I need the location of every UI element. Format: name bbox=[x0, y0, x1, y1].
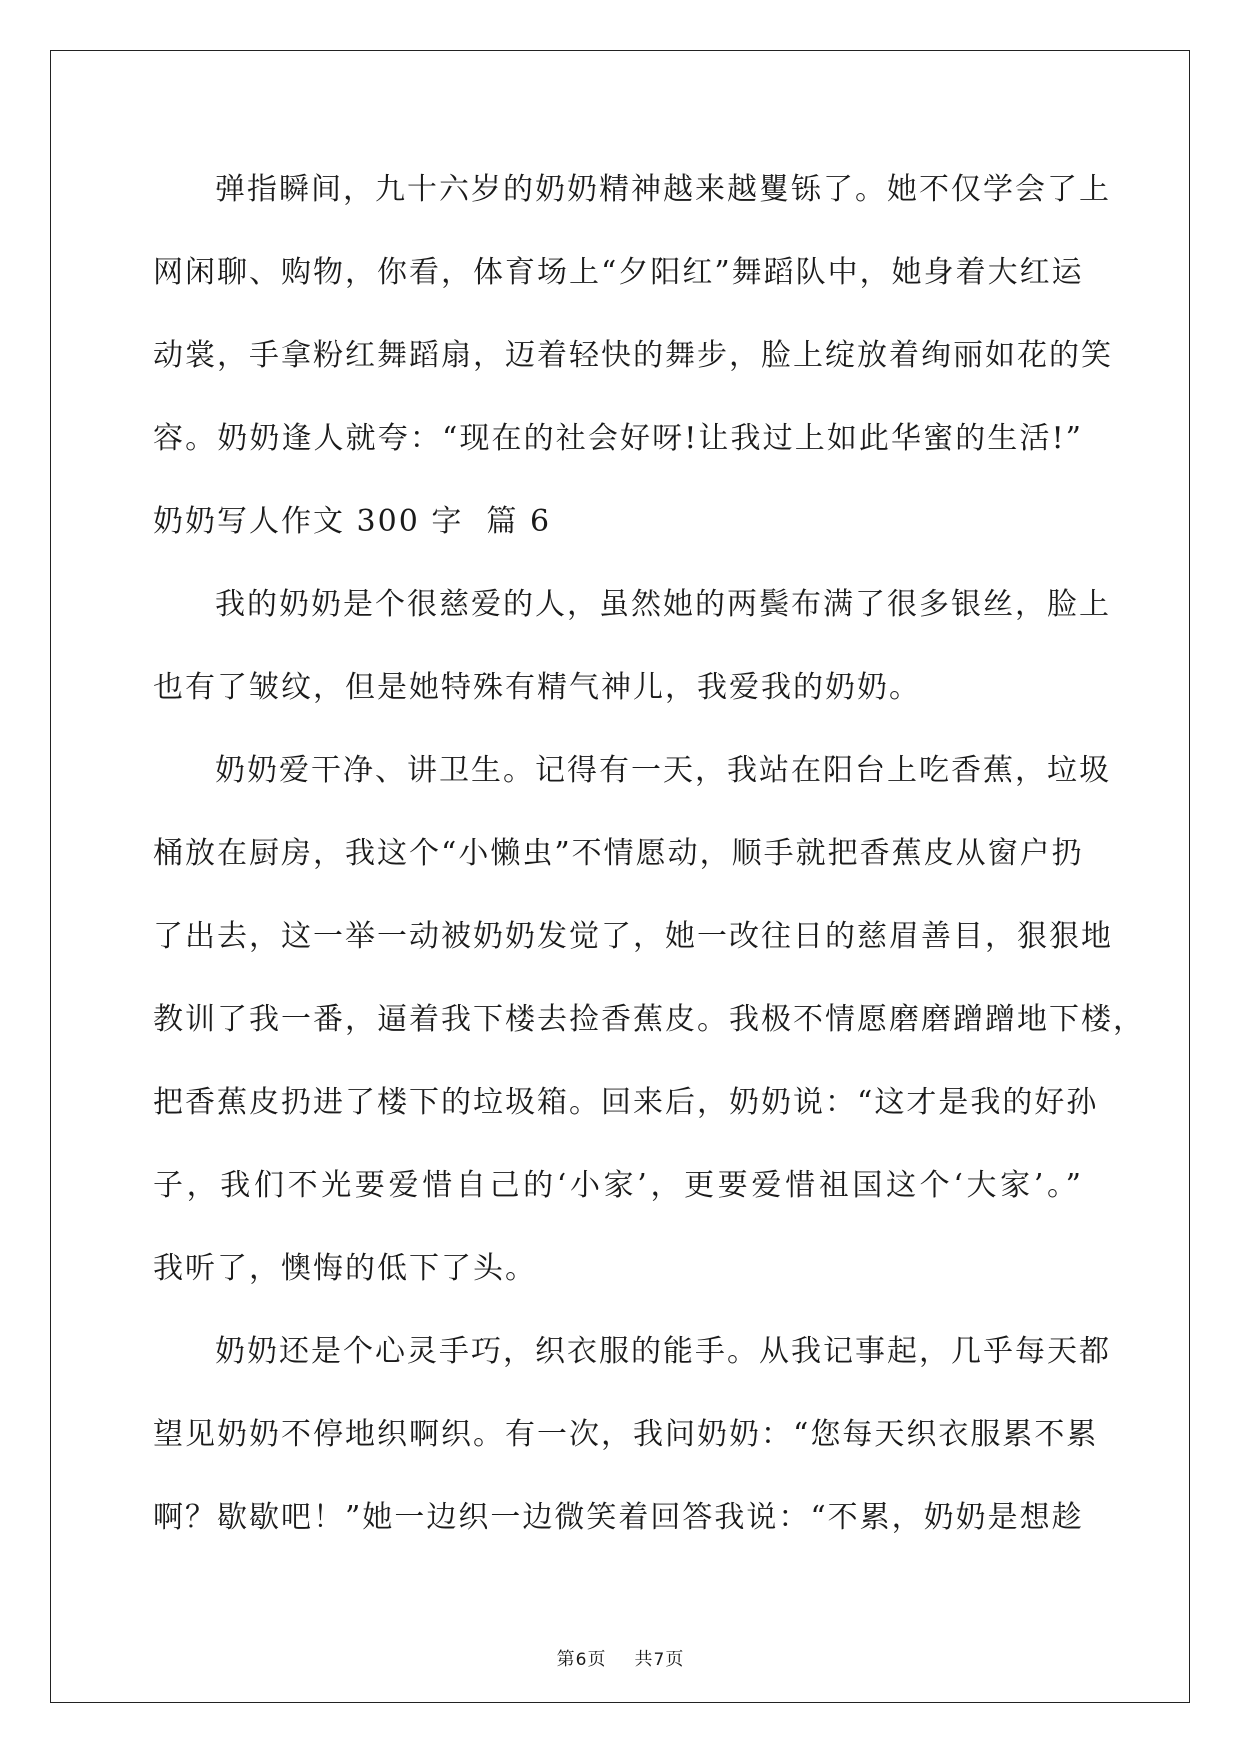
text-line bbox=[153, 575, 1111, 658]
line-text: 啊？歇歇吧！”她一边织一边微笑着回答我说：“不累，奶奶是想趁 bbox=[153, 1500, 1084, 1535]
text-line bbox=[153, 1156, 1083, 1239]
document-body bbox=[153, 160, 1145, 1571]
text-line bbox=[153, 1073, 1099, 1156]
text-line bbox=[153, 243, 1083, 326]
text-line bbox=[153, 409, 1083, 492]
text-line bbox=[153, 326, 1113, 409]
text-line bbox=[153, 658, 1083, 741]
text-line bbox=[153, 1239, 1083, 1322]
line-text: 我的奶奶是个很慈爱的人，虽然她的两鬓布满了很多银丝，脸上 bbox=[215, 587, 1111, 622]
footer-prefix: 第 bbox=[556, 1649, 576, 1670]
line-text: 奶奶爱干净、讲卫生。记得有一天，我站在阳台上吃香蕉，垃圾 bbox=[215, 753, 1111, 788]
text-line bbox=[153, 824, 1083, 907]
text-line bbox=[153, 1405, 1099, 1488]
line-text: 动裳，手拿粉红舞蹈扇，迈着轻快的舞步，脸上绽放着绚丽如花的笑 bbox=[153, 338, 1113, 373]
line-text: 望见奶奶不停地织啊织。有一次，我问奶奶：“您每天织衣服累不累 bbox=[153, 1417, 1099, 1452]
footer-page-word: 页 bbox=[587, 1649, 607, 1670]
line-text: 教训了我一番，逼着我下楼去捡香蕉皮。我极不情愿磨磨蹭蹭地下楼， bbox=[153, 1002, 1145, 1037]
line-text: 把香蕉皮扔进了楼下的垃圾箱。回来后，奶奶说：“这才是我的好孙 bbox=[153, 1085, 1099, 1120]
section-heading bbox=[153, 492, 1083, 575]
current-page-number: 6 bbox=[575, 1650, 588, 1670]
total-page-number: 7 bbox=[653, 1650, 666, 1670]
text-line bbox=[153, 160, 1111, 243]
text-line bbox=[153, 990, 1145, 1073]
page-footer bbox=[0, 1645, 1241, 1671]
text-line bbox=[153, 1488, 1083, 1571]
line-text: 容。奶奶逢人就夸：“现在的社会好呀!让我过上如此华蜜的生活!” bbox=[153, 421, 1083, 456]
line-text: 弹指瞬间，九十六岁的奶奶精神越来越矍铄了。她不仅学会了上 bbox=[215, 172, 1111, 207]
line-text: 桶放在厨房，我这个“小懒虫”不情愿动，顺手就把香蕉皮从窗户扔 bbox=[153, 836, 1084, 871]
text-line bbox=[153, 907, 1113, 990]
line-text: 奶奶还是个心灵手巧，织衣服的能手。从我记事起，几乎每天都 bbox=[215, 1334, 1111, 1369]
line-text: 我听了，懊悔的低下了头。 bbox=[153, 1251, 537, 1286]
line-text: 网闲聊、购物，你看，体育场上“夕阳红”舞蹈队中，她身着大红运 bbox=[153, 255, 1084, 290]
heading-text: 奶奶写人作文 300 字 篇 6 bbox=[153, 504, 552, 539]
text-line bbox=[153, 1322, 1111, 1405]
line-text: 子，我们不光要爱惜自己的‘小家’，更要爱惜祖国这个‘大家’。” bbox=[153, 1168, 1083, 1203]
footer-total-prefix: 共 bbox=[634, 1649, 654, 1670]
line-text: 也有了皱纹，但是她特殊有精气神儿，我爱我的奶奶。 bbox=[153, 670, 921, 705]
footer-total-suffix: 页 bbox=[665, 1649, 685, 1670]
line-text: 了出去，这一举一动被奶奶发觉了，她一改往日的慈眉善目，狠狠地 bbox=[153, 919, 1113, 954]
text-line bbox=[153, 741, 1111, 824]
